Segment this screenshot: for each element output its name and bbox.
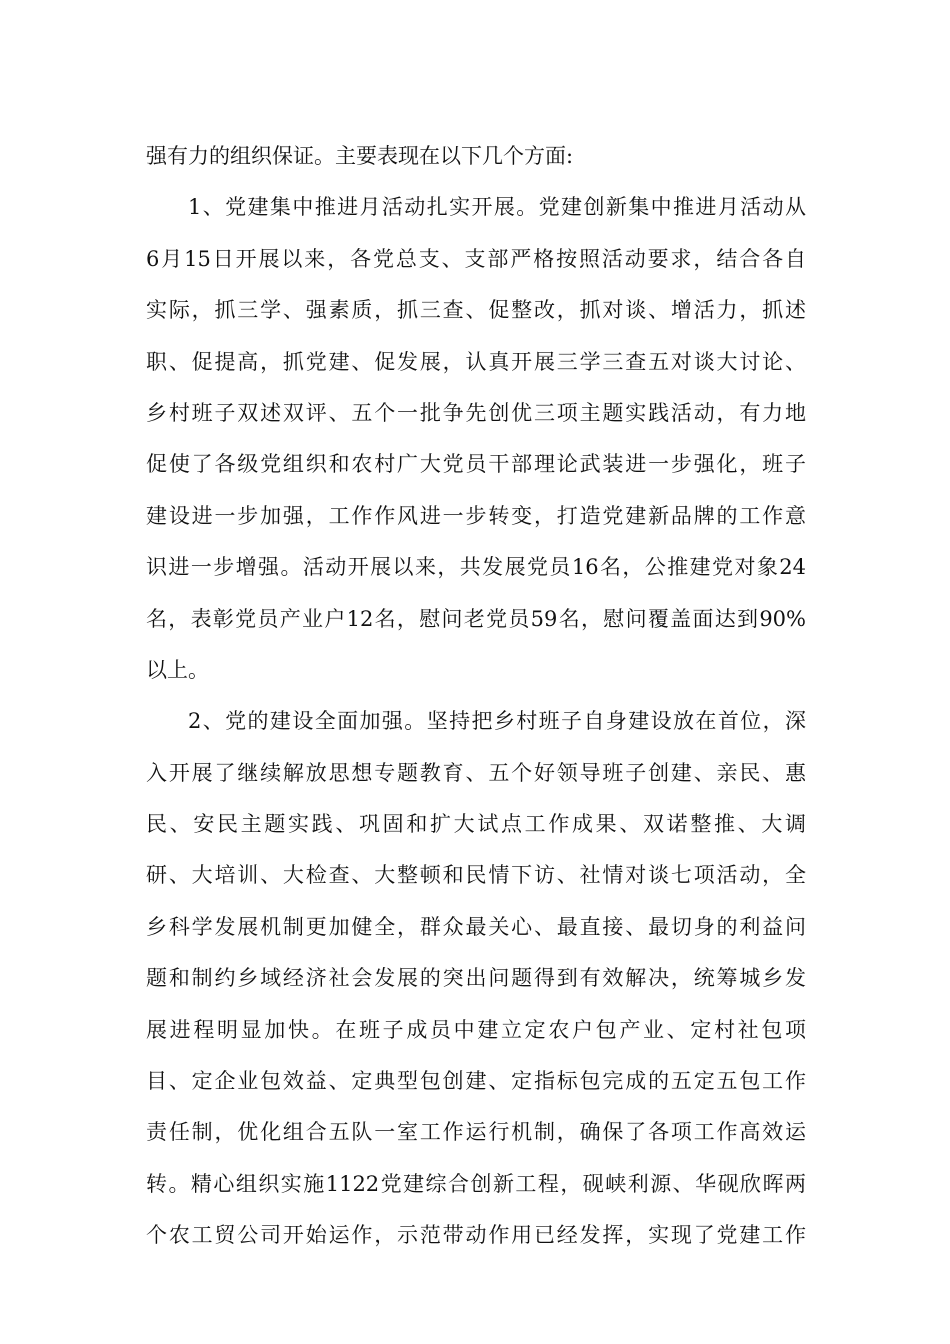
text-line: 强有力的组织保证。主要表现在以下几个方面: xyxy=(146,144,574,168)
text-line: 个农工贸公司开始运作，示范带动作用已经发挥，实现了党建工作 xyxy=(146,1223,806,1248)
text-line: 乡科学发展机制更加健全，群众最关心、最直接、最切身的利益问 xyxy=(146,914,806,939)
text-line: 题和制约乡域经济社会发展的突出问题得到有效解决，统筹城乡发 xyxy=(146,966,806,991)
text-line: 研、大培训、大检查、大整顿和民情下访、社情对谈七项活动，全 xyxy=(146,863,806,888)
paragraph-1-first-line: 1、党建集中推进月活动扎实开展。党建创新集中推进月活动从 xyxy=(188,195,806,220)
text-line: 转。精心组织实施1122党建综合创新工程，砚峡利源、华砚欣晖两 xyxy=(146,1171,806,1196)
text-line: 乡村班子双述双评、五个一批争先创优三项主题实践活动，有力地 xyxy=(146,400,806,425)
text-line: 6月15日开展以来，各党总支、支部严格按照活动要求，结合各自 xyxy=(146,246,806,271)
document-body xyxy=(146,131,806,1262)
text-line: 以上。 xyxy=(146,657,209,682)
text-line: 建设进一步加强，工作作风进一步转变，打造党建新品牌的工作意 xyxy=(146,503,806,528)
text-line: 名，表彰党员产业户12名，慰问老党员59名，慰问覆盖面达到90% xyxy=(146,606,806,631)
text-line: 展进程明显加快。在班子成员中建立定农户包产业、定村社包项 xyxy=(146,1017,806,1042)
text-line: 责任制，优化组合五队一室工作运行机制，确保了各项工作高效运 xyxy=(146,1120,806,1145)
text-line: 目、定企业包效益、定典型包创建、定指标包完成的五定五包工作 xyxy=(146,1069,806,1094)
text-line: 促使了各级党组织和农村广大党员干部理论武装进一步强化，班子 xyxy=(146,452,806,477)
text-line: 实际，抓三学、强素质，抓三查、促整改，抓对谈、增活力，抓述 xyxy=(146,298,806,323)
text-line: 识进一步增强。活动开展以来，共发展党员16名，公推建党对象24 xyxy=(146,555,806,580)
text-line: 入开展了继续解放思想专题教育、五个好领导班子创建、亲民、惠 xyxy=(146,760,806,785)
paragraph-2-first-line: 2、党的建设全面加强。坚持把乡村班子自身建设放在首位，深 xyxy=(188,709,806,734)
text-line: 职、促提高，抓党建、促发展，认真开展三学三查五对谈大讨论、 xyxy=(146,349,806,374)
text-line: 民、安民主题实践、巩固和扩大试点工作成果、双诺整推、大调 xyxy=(146,812,806,837)
